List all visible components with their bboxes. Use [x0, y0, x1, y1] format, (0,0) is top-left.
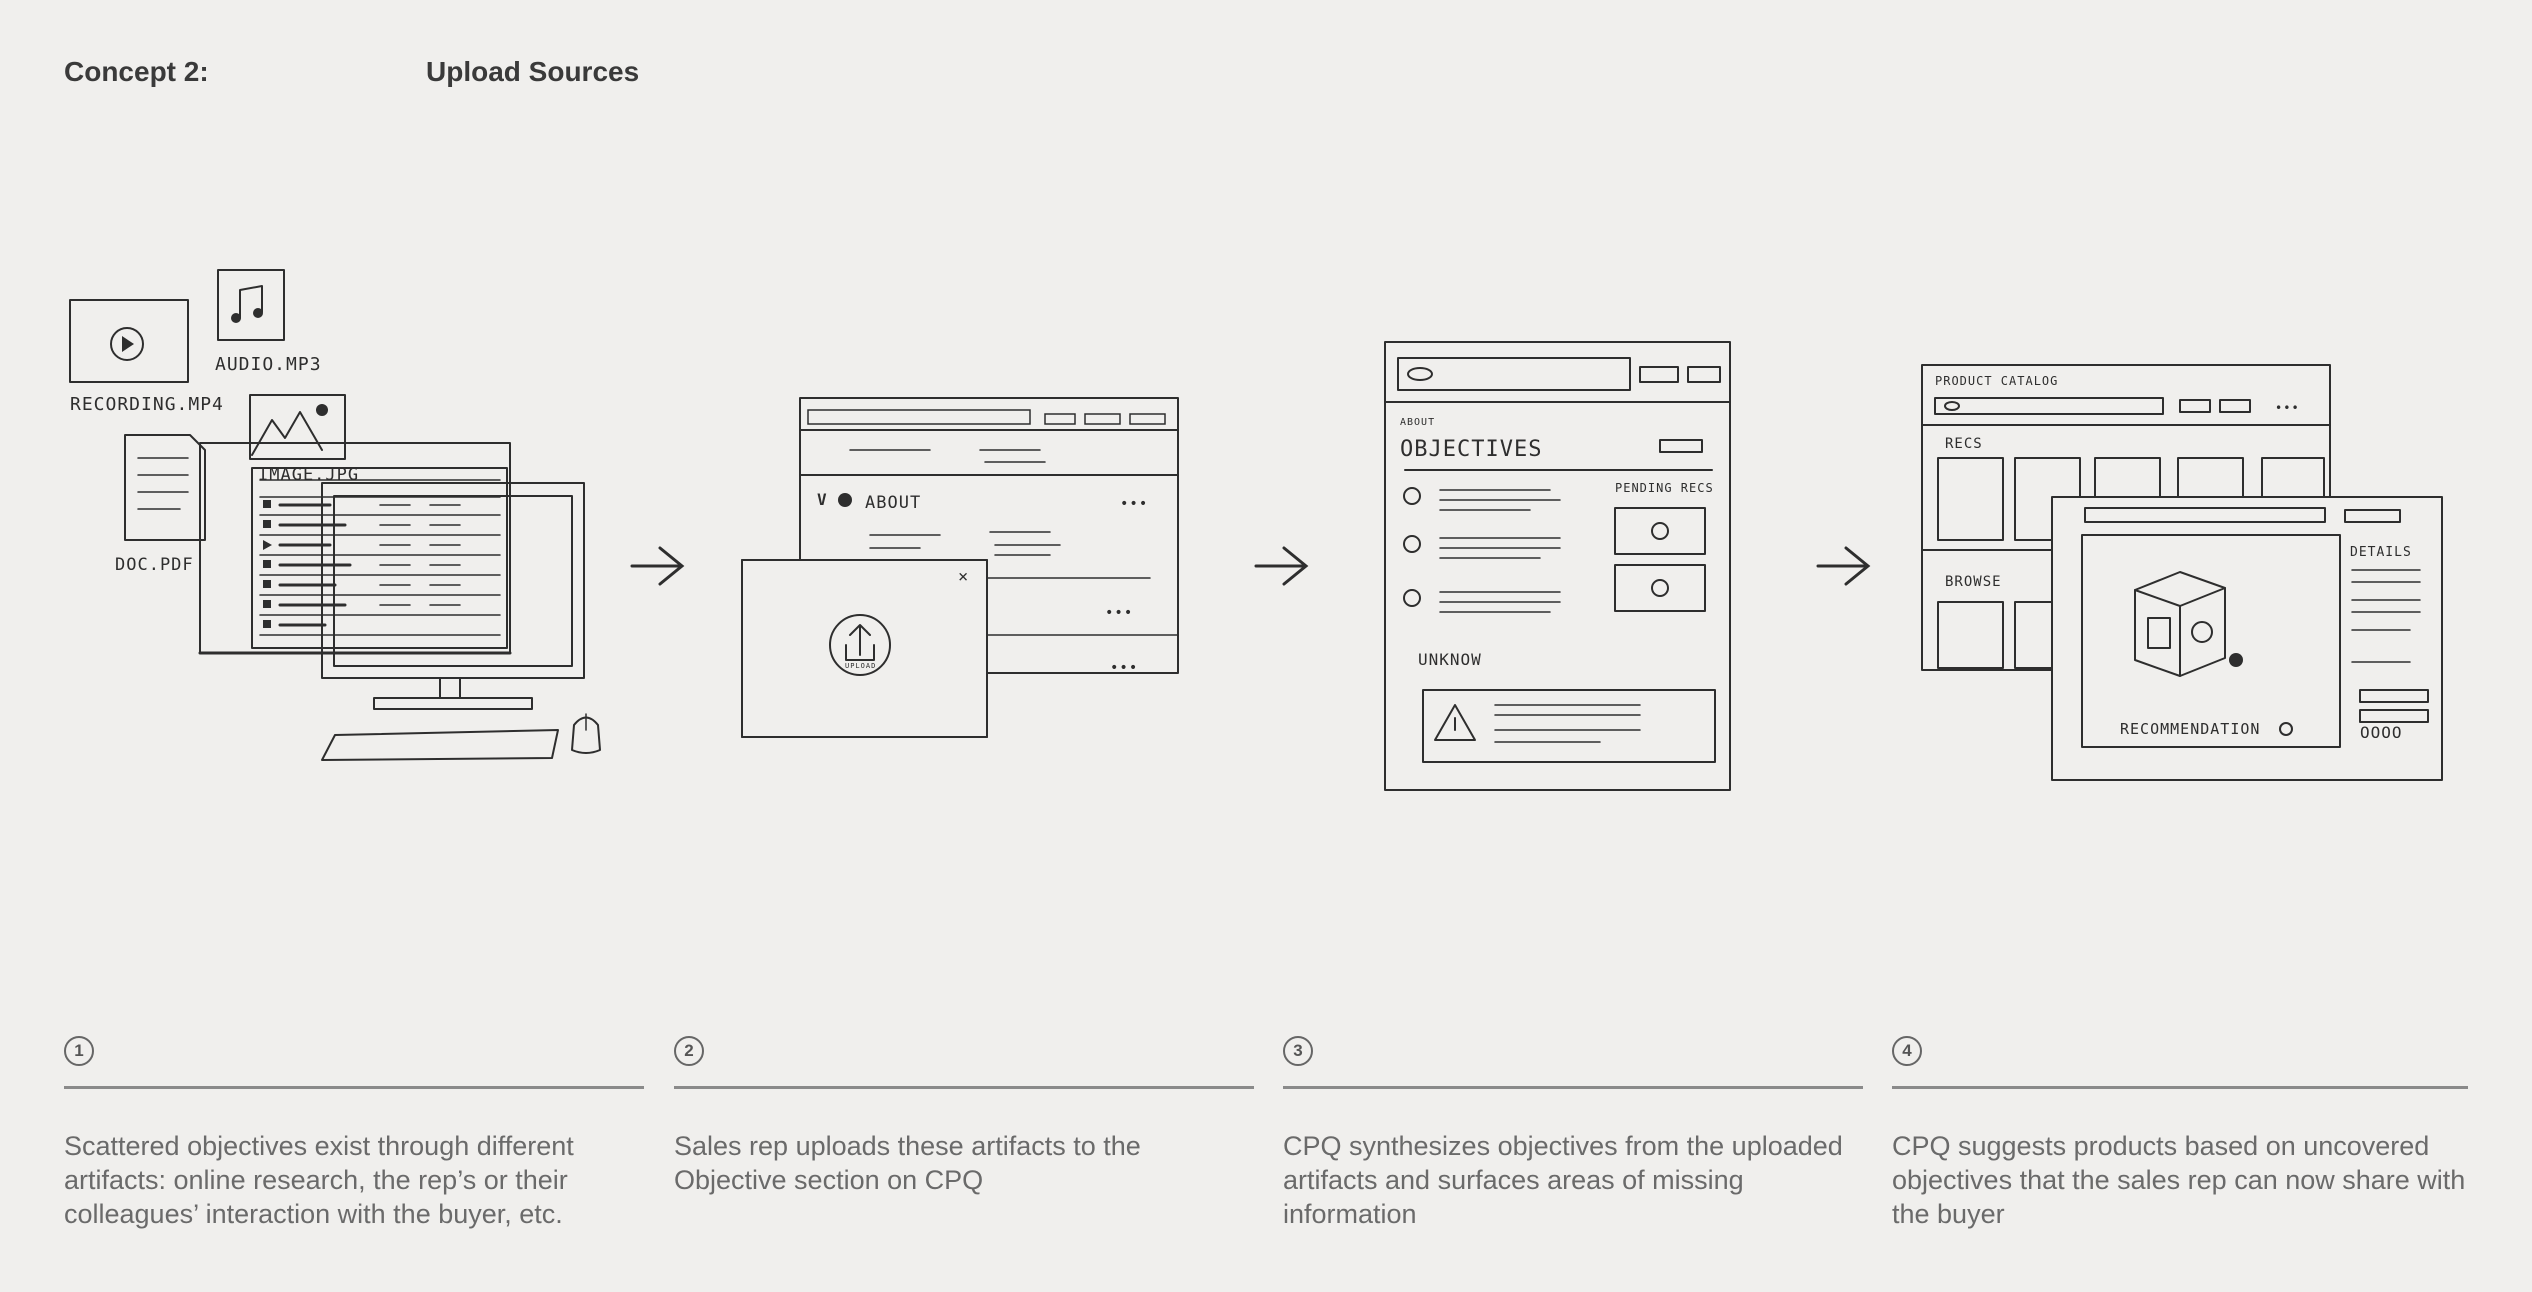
divider: [1892, 1086, 2468, 1089]
step-number: 3: [1283, 1036, 1313, 1066]
step-1: [64, 1036, 644, 1231]
step-description: CPQ suggests products based on uncovered objectives that the sales rep can now share with the buyer: [1892, 1131, 2466, 1229]
unknown-label: UNKNOW: [1418, 650, 1482, 669]
svg-text:•••: •••: [2275, 401, 2300, 415]
pending-recs-label: PENDING RECS: [1615, 481, 1714, 495]
sketch-upload: [742, 398, 1178, 737]
close-icon: ×: [958, 567, 970, 587]
step-number: 1: [64, 1036, 94, 1066]
pending-rec-card: [1615, 508, 1705, 554]
flow-arrow-icon: [1256, 548, 1306, 584]
sketch-catalog: [1922, 365, 2442, 780]
details-label: DETAILS: [2350, 545, 2412, 560]
step-4: [1892, 1036, 2468, 1231]
flow-arrow-icon: [632, 548, 682, 584]
step-2: [674, 1036, 1254, 1197]
upload-label: UPLOAD: [845, 662, 877, 670]
svg-text:•••: •••: [1110, 660, 1139, 676]
image-thumbnail: [250, 395, 345, 459]
audio-thumbnail: [218, 270, 284, 340]
divider: [1283, 1086, 1863, 1089]
divider: [674, 1086, 1254, 1089]
step-description: Scattered objectives exist through different artifacts: online research, the rep’s or their colleagues’ interaction with the buyer, etc.: [64, 1131, 574, 1229]
mountain-icon: [252, 412, 322, 455]
image-label: IMAGE.JPG: [258, 465, 360, 485]
play-icon: [122, 336, 134, 352]
svg-text:V: V: [817, 490, 828, 509]
step-3: [1283, 1036, 1863, 1231]
flow-arrow-icon: [1818, 548, 1868, 584]
document-thumbnail: [125, 435, 205, 540]
pending-rec-card: [1615, 565, 1705, 611]
step-description: CPQ synthesizes objectives from the uploaded artifacts and surfaces areas of missing information: [1283, 1131, 1843, 1229]
sketch-artifacts: [70, 270, 600, 760]
recs-label: RECS: [1945, 436, 1983, 452]
about-label: ABOUT: [865, 493, 922, 513]
recording-label: RECORDING.MP4: [70, 394, 224, 415]
about-small-label: ABOUT: [1400, 417, 1436, 428]
product-catalog-label: PRODUCT CATALOG: [1935, 374, 2059, 388]
svg-text:OOOO: OOOO: [2360, 723, 2403, 742]
objectives-label: OBJECTIVES: [1400, 437, 1543, 462]
keyboard-sketch: [322, 730, 558, 760]
concept-label: Concept 2:: [64, 56, 209, 87]
recommendation-label: RECOMMENDATION: [2120, 720, 2261, 738]
doc-label: DOC.PDF: [115, 555, 194, 575]
sketch-objectives: [1385, 342, 1730, 790]
step-description: Sales rep uploads these artifacts to the Objective section on CPQ: [674, 1131, 1141, 1195]
audio-label: AUDIO.MP3: [215, 354, 322, 375]
search-bar-sketch: [808, 410, 1030, 424]
svg-text:•••: •••: [1105, 605, 1134, 621]
browse-label: BROWSE: [1945, 574, 2002, 590]
monitor-stand: [374, 698, 532, 709]
divider: [64, 1086, 644, 1089]
concept-title: Upload Sources: [426, 56, 640, 87]
step-number: 4: [1892, 1036, 1922, 1066]
step-number: 2: [674, 1036, 704, 1066]
svg-text:•••: •••: [1120, 496, 1149, 512]
